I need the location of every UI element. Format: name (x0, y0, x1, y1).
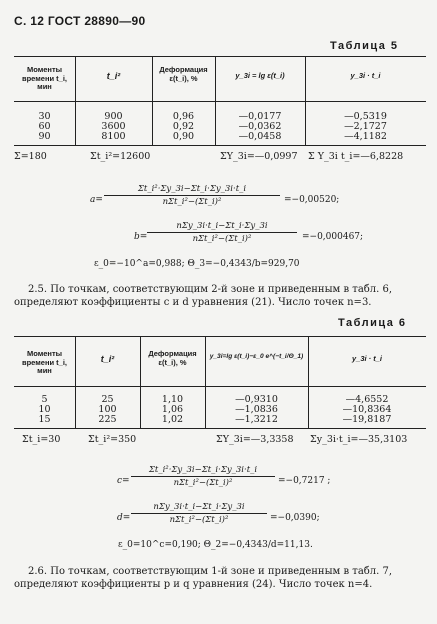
table5-sum-t: Σ=180 (14, 151, 47, 162)
table6-header-t2: t_i² (100, 354, 115, 364)
formula-c-numerator: Σt_i²·Σy_3i−Σt_i·Σy_3i·t_i (131, 465, 275, 477)
formula-b-numerator: nΣy_3i·t_i−Σt_i·Σy_3i (147, 221, 297, 233)
formula-d-denominator: nΣt_i²−(Σt_i)² (169, 515, 229, 525)
formula-a-numerator: Σt_i²·Σy_3i−Σt_i·Σy_3i·t_i (104, 184, 280, 196)
table6-cell: —1,3212 (235, 414, 278, 425)
table5-cell: 30 (38, 111, 51, 122)
formula-b-rhs: =−0,000467; (302, 232, 364, 242)
table5-sum-y: ΣY_3i=—0,0997 (220, 151, 298, 162)
formula-result-2: ε_0=10^c=0,190; Θ_2=−0,4343/d=11,13. (118, 540, 313, 550)
table5-cell: 0,96 (172, 111, 195, 122)
formula-c-rhs: =−0,7217 ; (278, 476, 331, 486)
formula-b-denominator: nΣt_i²−(Σt_i)² (192, 234, 252, 244)
table5-sum-yt: Σ Y_3i t_i=—6,8228 (308, 151, 404, 162)
table6-header-yt: y_3i · t_i (351, 354, 382, 363)
table5-header-time: Моменты времени t_i, мин (21, 65, 68, 91)
formula-c-fraction (131, 465, 275, 488)
formula-c-denominator: nΣt_i²−(Σt_i)² (173, 478, 233, 488)
table6-cell: 15 (38, 414, 51, 425)
table6-sum-yt: Σy_3i·t_i=—35,3103 (310, 434, 408, 445)
table5-bottom-rule (14, 145, 426, 146)
table5-sum-t2: Σt_i²=12600 (90, 151, 151, 162)
table6-cell: —10,8364 (342, 404, 392, 415)
table6-cell: 1,06 (161, 404, 184, 415)
formula-a-rhs: =−0,00520; (284, 195, 340, 205)
table5-cell: 0,90 (172, 131, 195, 142)
table5-cell: —0,0177 (238, 111, 282, 122)
formula-a-lhs: a= (90, 195, 103, 205)
formula-b-lhs: b= (134, 232, 148, 242)
table6-header-y: y_3i=lg ε(t_i)−ε_0 e^(−t_i/Θ_1) (209, 353, 304, 360)
table5-header-t2: t_i² (106, 71, 121, 81)
table5-cell: —4,1182 (344, 131, 387, 142)
table6-cell: 225 (98, 414, 117, 425)
table5-cell: —0,0458 (238, 131, 282, 142)
formula-c-lhs: c= (117, 476, 130, 486)
table6-sum-y: ΣY_3i=—3,3358 (216, 434, 294, 445)
formula-result-1: ε_0=−10^a=0,988; Θ_3=−0,4343/b=929,70 (94, 259, 300, 269)
table6-cell: 1,10 (161, 394, 184, 405)
table6-cell: 25 (101, 394, 114, 405)
table6-header-deformation: Деформация ε(t_i), % (148, 349, 197, 367)
paragraph-2-6: 2.6. По точкам, соответствующим 1-й зоне и приведенным в табл. 7, определяют коэффициенты p и q уравнения (24). Число точек n=4. (14, 566, 393, 590)
table5-cell: 900 (104, 111, 123, 122)
table5-cell: —0,0362 (238, 121, 282, 132)
formula-b-fraction (147, 221, 297, 244)
table6-bottom-rule (14, 428, 426, 429)
formula-a-denominator: nΣt_i²−(Σt_i)² (162, 197, 222, 207)
formula-d-rhs: =−0,0390; (270, 513, 320, 523)
table6-cell: 1,02 (161, 414, 184, 425)
table6-cell: —0,9310 (235, 394, 278, 405)
table5-cell: 3600 (101, 121, 126, 132)
table6-header-time: Моменты времени t_i, мин (21, 349, 68, 375)
table6-sum-t2: Σt_i²=350 (88, 434, 137, 445)
table6-sum-t: Σt_i=30 (22, 434, 61, 445)
table6-cell: —1,0836 (235, 404, 278, 415)
table5-header-deformation: Деформация ε(t_i), % (159, 65, 208, 83)
table5-cell: —0,5319 (344, 111, 387, 122)
table5-cell: —2,1727 (344, 121, 387, 132)
page-header: С. 12 ГОСТ 28890—90 (14, 14, 146, 28)
formula-d-lhs: d= (117, 513, 131, 523)
formula-d-numerator: nΣy_3i·t_i−Σt_i·Σy_3i (131, 502, 267, 514)
table5-caption: Таблица 5 (330, 40, 399, 52)
table5-cell: 90 (38, 131, 51, 142)
table5-header-yt: y_3i · t_i (350, 71, 381, 80)
table6-cell: —19,8187 (342, 414, 392, 425)
table5-header-y: y_3i = lg ε(t_i) (235, 71, 285, 80)
paragraph-2-5: 2.5. По точкам, соответствующим 2-й зоне и приведенным в табл. 6, определяют коэффициенты c и d уравнения (21). Число точек n=3. (14, 284, 393, 308)
formula-d-fraction (131, 502, 267, 525)
table6-cell: —4,6552 (345, 394, 389, 405)
table5-cell: 8100 (101, 131, 126, 142)
table6-cell: 100 (98, 404, 117, 415)
table6-cell: 10 (38, 404, 51, 415)
table5-cell: 0,92 (172, 121, 195, 132)
table6-cell: 5 (41, 394, 48, 405)
table5-cell: 60 (38, 121, 51, 132)
formula-a-fraction (104, 184, 280, 207)
table6-caption: Таблица 6 (338, 317, 407, 329)
